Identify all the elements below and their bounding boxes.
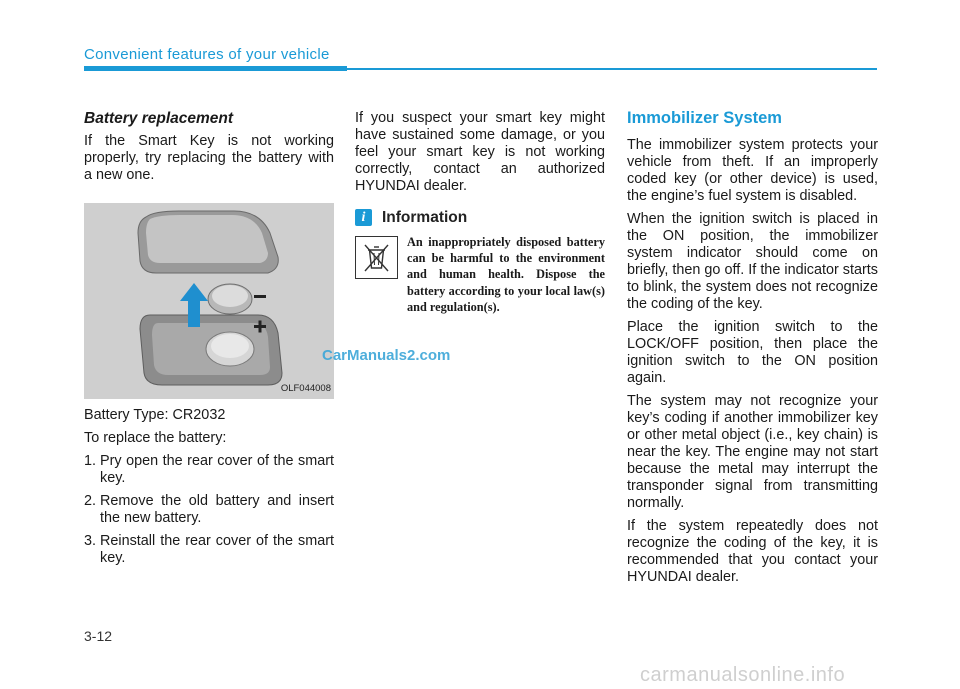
carmanuals-watermark: CarManuals2.com xyxy=(322,347,451,364)
information-icon: i xyxy=(355,209,372,226)
column-left xyxy=(84,110,334,573)
list-number: 2. xyxy=(84,493,97,509)
header-rule-thin xyxy=(347,68,877,70)
footer-watermark: carmanualsonline.info xyxy=(640,664,846,686)
list-text: Pry open the rear cover of the smart key. xyxy=(100,453,334,486)
information-box xyxy=(355,234,605,315)
column-right xyxy=(627,110,878,592)
column-middle xyxy=(355,110,605,315)
immobilizer-paragraph: The immobilizer system protects your vehicle from theft. If an improperly coded key (or other device) is used, the engine’s fuel system is disabled. xyxy=(627,137,878,204)
information-text: An inappropriately disposed battery can be harmful to the environment and human health. Dispose the battery according to your local law(s) and regulation(s). xyxy=(407,235,605,314)
information-header xyxy=(355,209,605,226)
smart-key-illustration xyxy=(84,203,334,399)
list-item xyxy=(84,493,334,527)
immobilizer-paragraph: Place the ignition switch to the LOCK/OFF position, then place the ignition switch to the ON position again. xyxy=(627,319,878,386)
page-number: 3-12 xyxy=(84,628,113,644)
figure-code: OLF044008 xyxy=(280,383,331,394)
immobilizer-paragraph: When the ignition switch is placed in the ON position, the immobilizer system indicator should come on briefly, then go off. If the indicator starts to blink, the system does not recognize the coding of the key. xyxy=(627,211,878,312)
header-rule-thick xyxy=(84,66,347,71)
list-number: 3. xyxy=(84,533,97,549)
battery-replacement-heading: Battery replacement xyxy=(84,110,234,127)
list-item xyxy=(84,453,334,487)
list-item xyxy=(84,533,334,567)
battery-type: Battery Type: CR2032 xyxy=(84,407,226,423)
list-text: Remove the old battery and insert the new battery. xyxy=(100,493,334,526)
list-text: Reinstall the rear cover of the smart key. xyxy=(100,533,334,566)
crossed-bin-icon xyxy=(355,236,398,279)
damage-paragraph: If you suspect your smart key might have sustained some damage, or you feel your smart key is not working correctly, contact an authorized HYUNDAI dealer. xyxy=(355,110,605,194)
information-title: Information xyxy=(382,209,468,226)
steps-intro: To replace the battery: xyxy=(84,430,227,446)
list-number: 1. xyxy=(84,453,97,469)
smart-key-battery-figure xyxy=(84,203,334,399)
section-header-title: Convenient features of your vehicle xyxy=(84,46,330,63)
battery-intro-paragraph: If the Smart Key is not working properly, try replacing the battery with a new one. xyxy=(84,133,334,183)
immobilizer-heading: Immobilizer System xyxy=(627,109,782,127)
immobilizer-paragraph: The system may not recognize your key’s coding if another immobilizer key or other metal object (i.e., key chain) is near the key. The engine may not start because the metal may interrupt the transponder signal from transmitting normally. xyxy=(627,393,878,511)
immobilizer-paragraph: If the system repeatedly does not recognize the coding of the key, it is recommended that you contact your HYUNDAI dealer. xyxy=(627,518,878,585)
